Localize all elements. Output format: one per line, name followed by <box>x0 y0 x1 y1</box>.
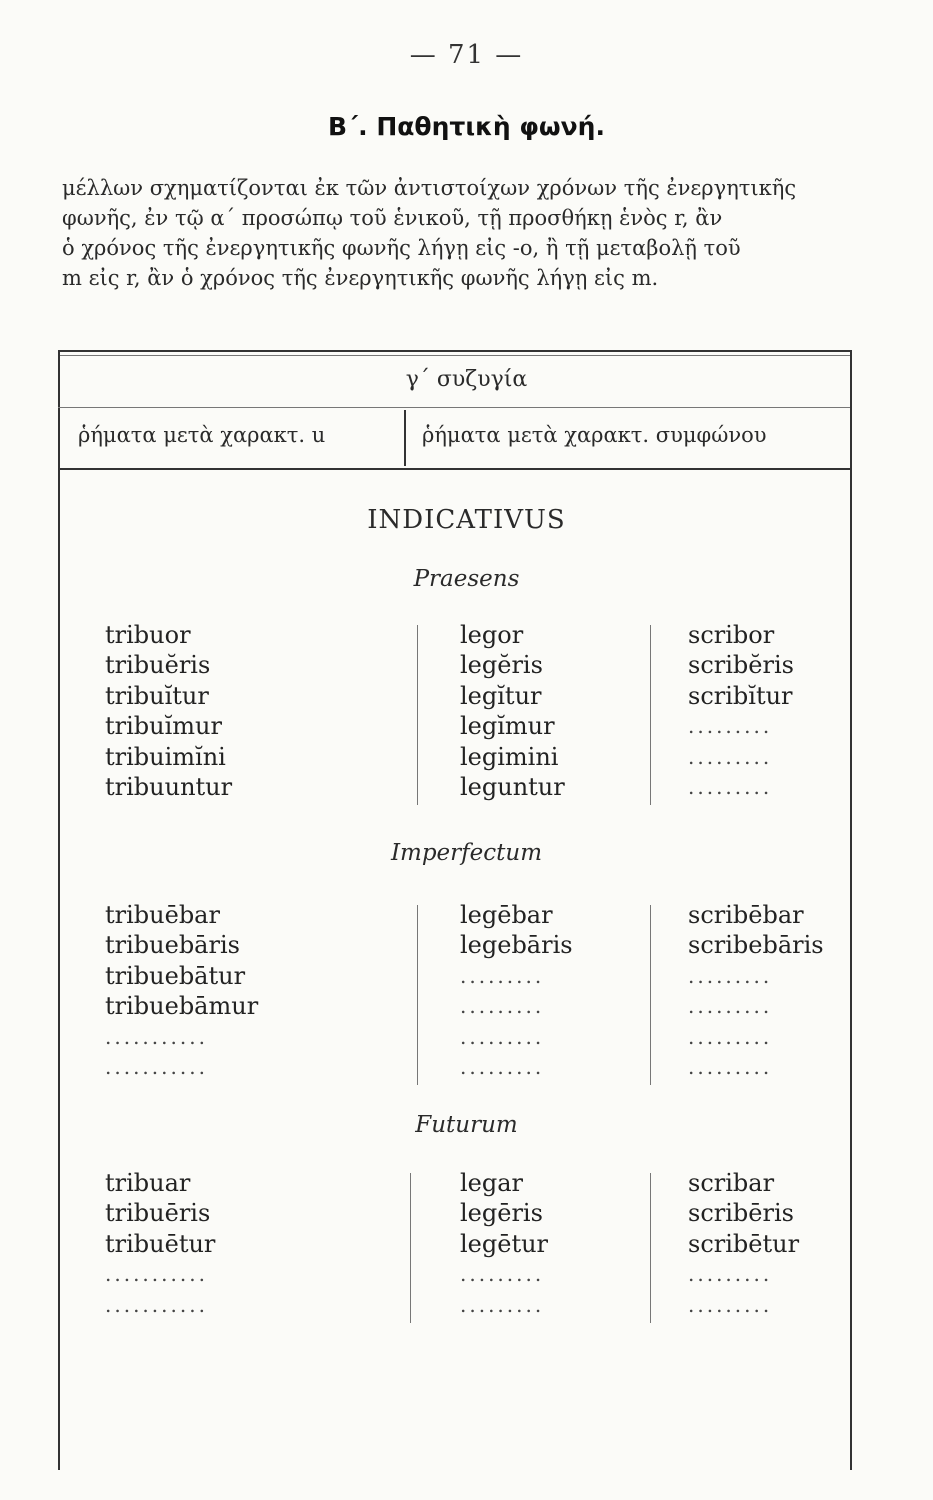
column-divider <box>650 1173 651 1323</box>
futurum-col-u <box>105 1168 215 1320</box>
verb-form: tribuētur <box>105 1229 216 1258</box>
omitted-form: ......... <box>460 1054 545 1079</box>
praesens-col-cons-2 <box>688 620 794 802</box>
omitted-form: ......... <box>688 1054 773 1079</box>
verb-form: legor <box>460 621 524 649</box>
omitted-form: ......... <box>460 994 545 1019</box>
verb-form: tribuebāris <box>105 931 240 960</box>
imperfectum-col-cons-1 <box>460 900 573 1082</box>
omitted-form: ......... <box>688 1292 773 1317</box>
omitted-form: ......... <box>460 1292 545 1317</box>
verb-form: scribēris <box>688 1199 794 1228</box>
section-heading: Β΄. Παθητικὴ φωνή. <box>328 112 605 141</box>
intro-line: ὁ χρόνος τῆς ἐνεργητικῆς φωνῆς λήγῃ εἰς -o, ἢ τῇ μεταβολῇ τοῦ <box>62 236 741 260</box>
intro-line: φωνῆς, ἐν τῷ α΄ προσώπῳ τοῦ ἑνικοῦ, τῇ προσθήκῃ ἑνὸς r, ἂν <box>62 206 723 230</box>
omitted-form: ........... <box>105 1292 208 1317</box>
verb-form: legĕris <box>460 651 543 680</box>
verb-form: tribuĭtur <box>105 681 209 710</box>
verb-form: scribebāris <box>688 931 824 960</box>
verb-form: scribĕris <box>688 651 794 680</box>
col-right-header: ῥήματα μετὰ χαρακτ. συμφώνου <box>422 423 767 447</box>
conjugation-title: γ΄ συζυγία <box>405 367 528 392</box>
omitted-form: ......... <box>688 1262 773 1287</box>
verb-form: tribuēbar <box>105 901 220 929</box>
verb-form: legar <box>460 1169 524 1197</box>
verb-form: tribuĭmur <box>105 712 222 741</box>
column-divider <box>417 905 418 1085</box>
omitted-form: ......... <box>688 744 773 769</box>
omitted-form: ......... <box>460 963 545 988</box>
omitted-form: ......... <box>688 963 773 988</box>
omitted-form: ......... <box>460 1262 545 1287</box>
title-rule <box>58 407 850 408</box>
verb-form: legimini <box>460 742 559 771</box>
column-divider <box>650 625 651 805</box>
omitted-form: ........... <box>105 1024 208 1049</box>
verb-form: tribuebāmur <box>105 992 259 1021</box>
verb-form: tribuĕris <box>105 651 211 680</box>
page-number: — 71 — <box>409 40 524 70</box>
verb-form: legĭtur <box>460 681 542 710</box>
futurum-col-cons-1 <box>460 1168 548 1320</box>
intro-paragraph <box>62 173 852 293</box>
omitted-form: ........... <box>105 1262 208 1287</box>
futurum-col-cons-2 <box>688 1168 799 1320</box>
verb-form: scribor <box>688 621 775 649</box>
header-divider <box>404 410 406 466</box>
imperfectum-col-u <box>105 900 258 1082</box>
verb-form: leguntur <box>460 772 565 801</box>
verb-form: legĭmur <box>460 712 555 741</box>
omitted-form: ......... <box>688 774 773 799</box>
verb-form: scribētur <box>688 1229 800 1258</box>
omitted-form: ........... <box>105 1054 208 1079</box>
imperfectum-col-cons-2 <box>688 900 824 1082</box>
intro-line: μέλλων σχηματίζονται ἐκ τῶν ἀντιστοίχων χρόνων τῆς ἐνεργητικῆς <box>62 176 797 200</box>
verb-form: legēris <box>460 1199 543 1228</box>
intro-line: m εἰς r, ἂν ὁ χρόνος τῆς ἐνεργητικῆς φωνῆς λήγῃ εἰς m. <box>62 266 659 290</box>
praesens-col-cons-1 <box>460 620 565 802</box>
omitted-form: ......... <box>688 1024 773 1049</box>
verb-form: tribuar <box>105 1169 191 1197</box>
verb-form: tribuebātur <box>105 961 246 990</box>
verb-form: scribēbar <box>688 901 804 929</box>
table-top-rule <box>58 350 850 352</box>
col-left-header: ῥήματα μετὰ χαρακτ. u <box>78 423 326 447</box>
tense-heading-praesens: Praesens <box>413 566 520 592</box>
header-rule <box>58 468 850 470</box>
omitted-form: ......... <box>688 994 773 1019</box>
verb-form: scribĭtur <box>688 681 793 710</box>
praesens-col-u <box>105 620 232 802</box>
verb-form: legebāris <box>460 931 573 960</box>
column-divider <box>417 625 418 805</box>
omitted-form: ......... <box>688 714 773 739</box>
verb-form: tribuor <box>105 621 191 649</box>
omitted-form: ......... <box>460 1024 545 1049</box>
verb-form: tribuēris <box>105 1199 211 1228</box>
column-divider <box>650 905 651 1085</box>
verb-form: legēbar <box>460 901 553 929</box>
column-divider <box>410 1173 411 1323</box>
table-top-rule-inner <box>58 355 850 356</box>
verb-form: legētur <box>460 1229 549 1258</box>
verb-form: tribuuntur <box>105 772 233 801</box>
tense-heading-futurum: Futurum <box>415 1112 518 1138</box>
verb-form: scribar <box>688 1169 775 1197</box>
verb-form: tribuimĭni <box>105 742 226 771</box>
mood-heading: INDICATIVUS <box>367 505 566 535</box>
tense-heading-imperfectum: Imperfectum <box>390 840 543 866</box>
